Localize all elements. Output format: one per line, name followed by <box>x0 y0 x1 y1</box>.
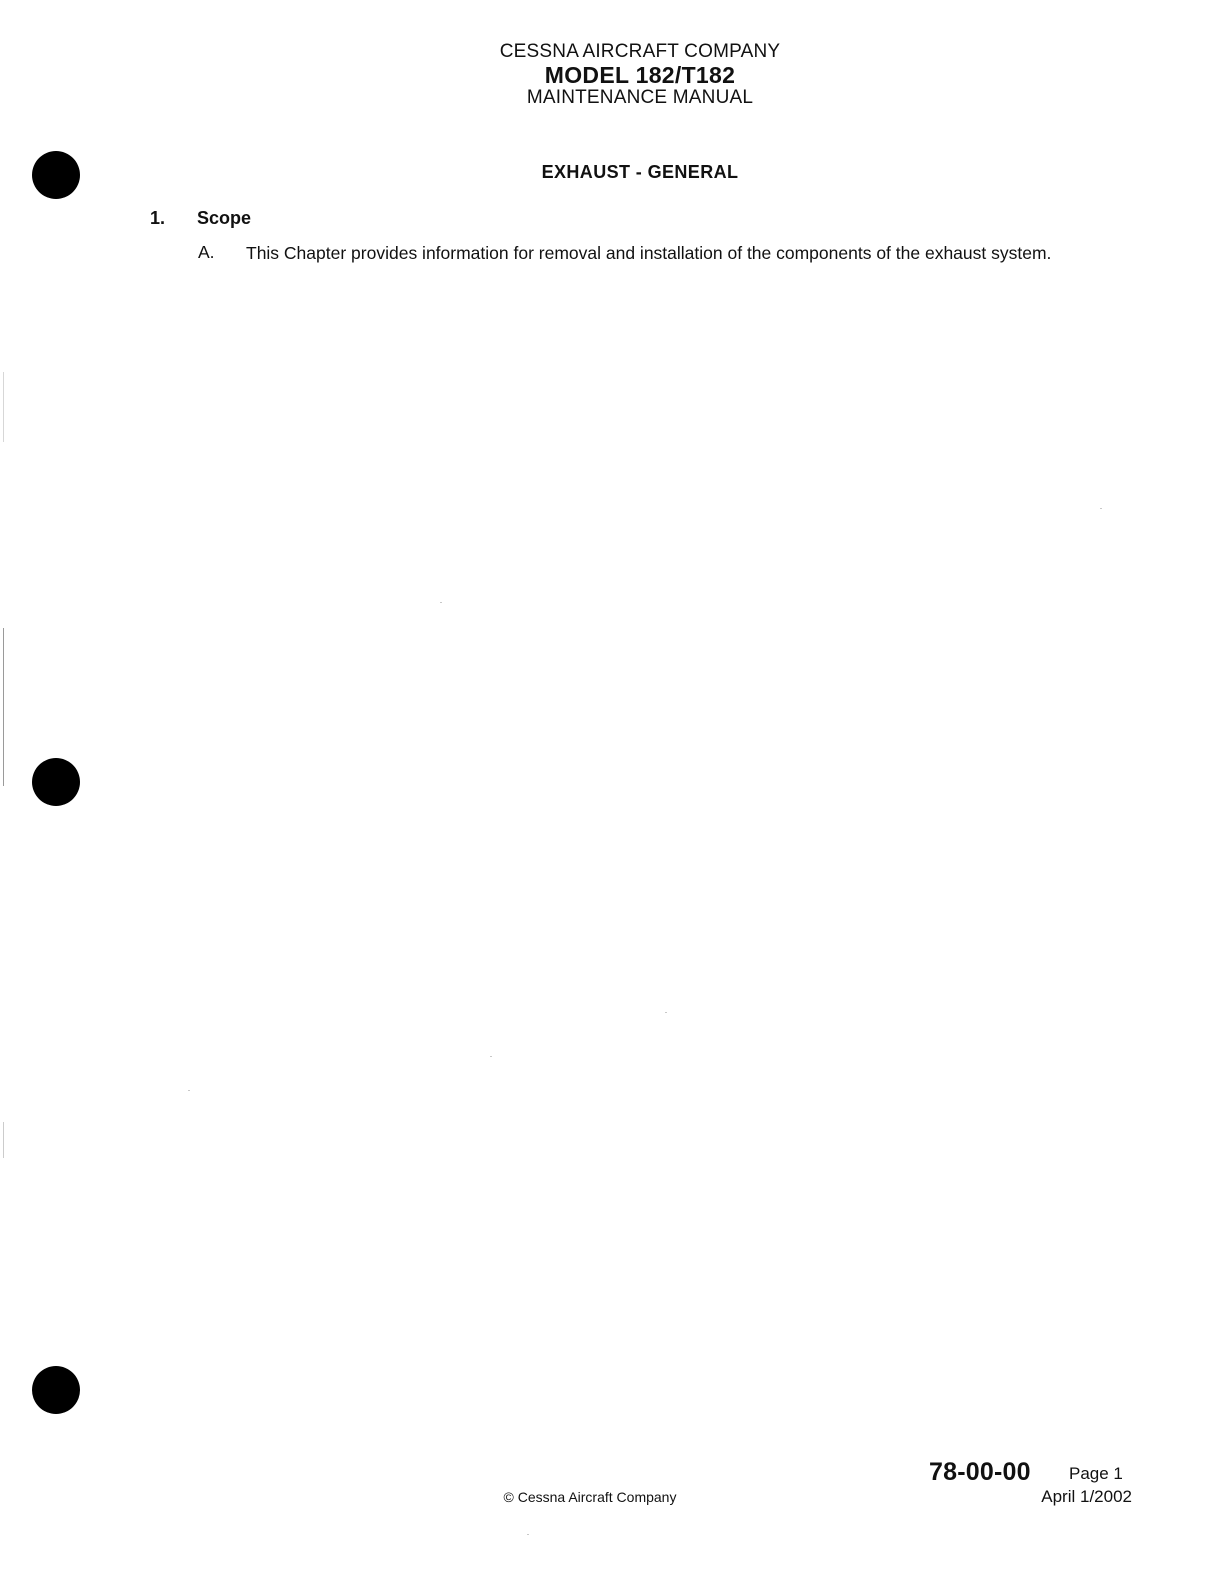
scan-speck <box>188 1090 190 1091</box>
page-number: Page 1 <box>1069 1464 1123 1483</box>
document-header <box>0 41 1220 109</box>
punch-hole <box>32 1366 80 1414</box>
chapter-code: 78-00-00 <box>929 1458 1031 1486</box>
revision-date: April 1/2002 <box>1041 1487 1132 1506</box>
scan-mark <box>3 628 4 786</box>
item-number: 1. <box>150 208 166 228</box>
model-title: MODEL 182/T182 <box>544 62 736 88</box>
manual-title: MAINTENANCE MANUAL <box>526 87 754 108</box>
company-name: CESSNA AIRCRAFT COMPANY <box>499 41 781 62</box>
scan-speck <box>490 1056 492 1057</box>
paragraph-text: This Chapter provides information for removal and installation of the components of the exhaust system. <box>246 243 1052 263</box>
section-title: EXHAUST - GENERAL <box>541 162 739 182</box>
copyright-notice: © Cessna Aircraft Company <box>503 1489 677 1505</box>
scan-speck <box>1100 508 1102 509</box>
scan-speck <box>440 602 442 603</box>
scan-mark <box>3 372 4 442</box>
scan-speck <box>665 1012 667 1013</box>
paragraph-letter: A. <box>198 242 215 262</box>
item-heading: Scope <box>197 208 252 228</box>
scan-speck <box>527 1534 529 1535</box>
scan-mark <box>3 1122 4 1158</box>
punch-hole <box>32 758 80 806</box>
